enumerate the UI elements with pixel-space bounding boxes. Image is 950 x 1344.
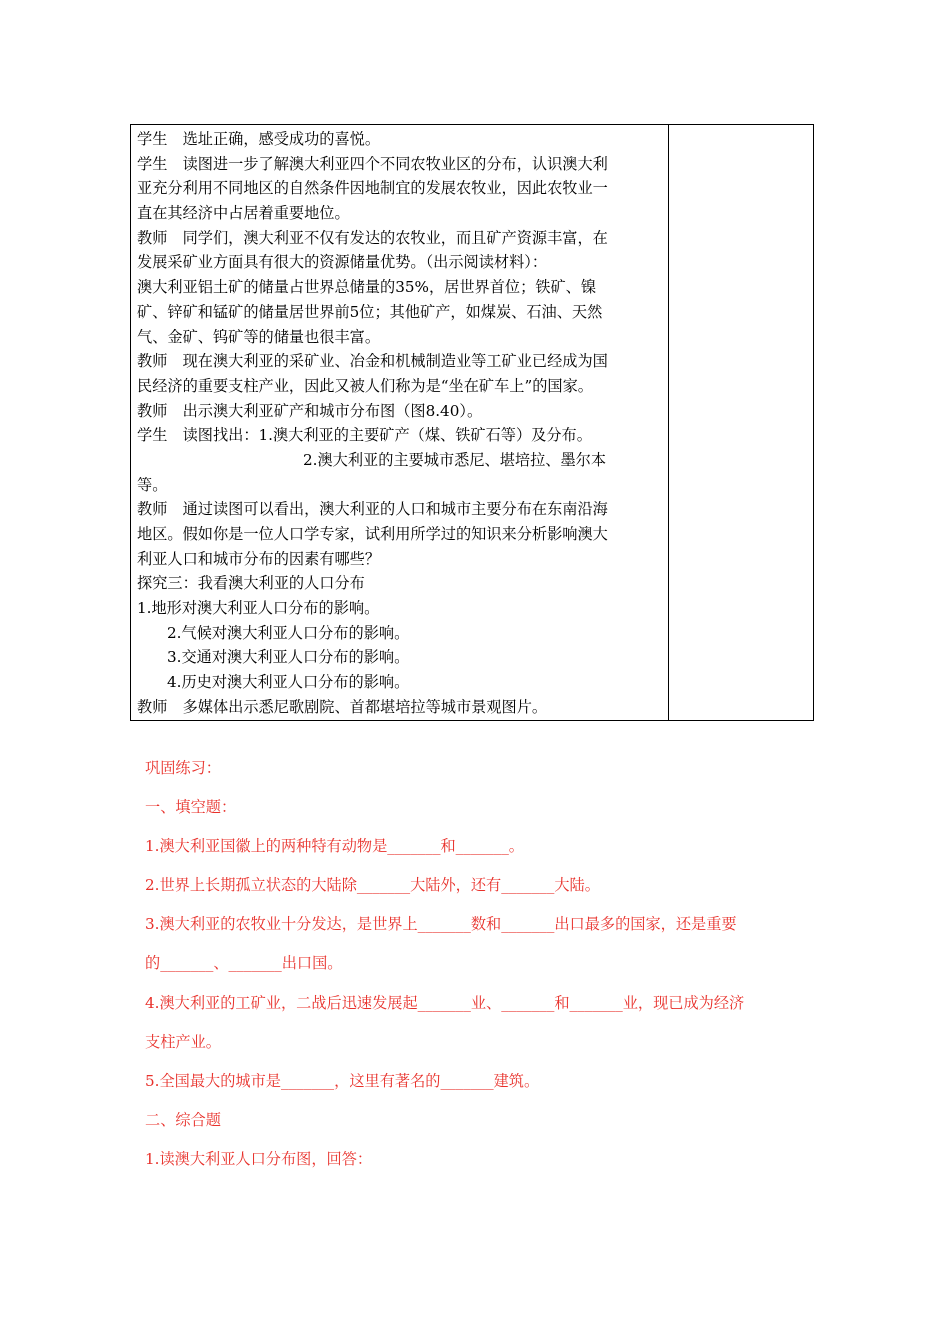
table-line: 教师 通过读图可以看出，澳大利亚的人口和城市主要分布在东南沿海	[137, 500, 608, 519]
table-line: 学生 选址正确，感受成功的喜悦。	[137, 130, 380, 148]
question-2: 2.世界上长期孤立状态的大陆除_______大陆外，还有_______大陆。	[145, 876, 600, 894]
table-line: 矿、锌矿和锰矿的储量居世界前5位；其他矿产，如煤炭、石油、天然	[137, 302, 603, 321]
question-4-line-2: 支柱产业。	[145, 1033, 221, 1051]
question-3-line-2: 的_______、_______出口国。	[145, 954, 343, 972]
table-line: 地区。假如你是一位人口学专家，试利用所学过的知识来分析影响澳大	[137, 525, 608, 543]
column-divider	[668, 125, 669, 720]
table-line: 2.气候对澳大利亚人口分布的影响。	[167, 623, 410, 642]
lesson-table	[130, 124, 814, 721]
table-line: 教师 现在澳大利亚的采矿业、冶金和机械制造业等工矿业已经成为国	[137, 352, 608, 371]
section-fill-blank-title: 一、填空题：	[145, 798, 237, 816]
table-line: 教师 多媒体出示悉尼歌剧院、首都堪培拉等城市景观图片。	[137, 697, 548, 716]
table-line: 等。	[137, 475, 168, 494]
table-line: 气、金矿、钨矿等的储量也很丰富。	[137, 327, 380, 346]
table-line: 利亚人口和城市分布的因素有哪些？	[137, 549, 380, 568]
table-line: 2.澳大利亚的主要城市悉尼、堪培拉、墨尔本	[303, 450, 607, 469]
table-line: 教师 同学们，澳大利亚不仅有发达的农牧业，而且矿产资源丰富，在	[137, 228, 608, 247]
question-3-line-1: 3.澳大利亚的农牧业十分发达，是世界上_______数和_______出口最多的国家，还是重要	[145, 915, 737, 933]
comprehensive-question-1: 1.读澳大利亚人口分布图，回答：	[145, 1150, 373, 1168]
table-line: 学生 读图找出：1.澳大利亚的主要矿产（煤、铁矿石等）及分布。	[137, 426, 592, 445]
question-1: 1.澳大利亚国徽上的两种特有动物是_______和_______。	[145, 837, 524, 855]
table-line: 民经济的重要支柱产业，因此又被人们称为是“坐在矿车上”的国家。	[137, 376, 593, 395]
table-line: 1.地形对澳大利亚人口分布的影响。	[137, 599, 380, 618]
table-line: 学生 读图进一步了解澳大利亚四个不同农牧业区的分布，认识澳大利	[137, 154, 608, 173]
table-line: 4.历史对澳大利亚人口分布的影响。	[167, 673, 410, 692]
question-4-line-1: 4.澳大利亚的工矿业，二战后迅速发展起_______业、_______和_______业，现已成为经济	[145, 994, 745, 1012]
table-line: 亚充分利用不同地区的自然条件因地制宜的发展农牧业，因此农牧业一	[137, 179, 608, 198]
table-line: 发展采矿业方面具有很大的资源储量优势。（出示阅读材料）：	[137, 253, 548, 272]
lesson-content-cell	[131, 125, 668, 720]
exercise-heading: 巩固练习：	[145, 759, 221, 777]
table-line: 澳大利亚铝土矿的储量占世界总储量的35%，居世界首位；铁矿、镍	[137, 278, 597, 297]
table-line: 3.交通对澳大利亚人口分布的影响。	[167, 648, 410, 667]
question-5: 5.全国最大的城市是_______，这里有著名的_______建筑。	[145, 1072, 540, 1090]
table-line: 教师 出示澳大利亚矿产和城市分布图（图8.40）。	[137, 401, 483, 420]
table-line: 直在其经济中占居着重要地位。	[137, 204, 350, 223]
section-comprehensive-title: 二、综合题	[145, 1111, 221, 1129]
table-line: 探究三：我看澳大利亚的人口分布	[137, 574, 365, 593]
